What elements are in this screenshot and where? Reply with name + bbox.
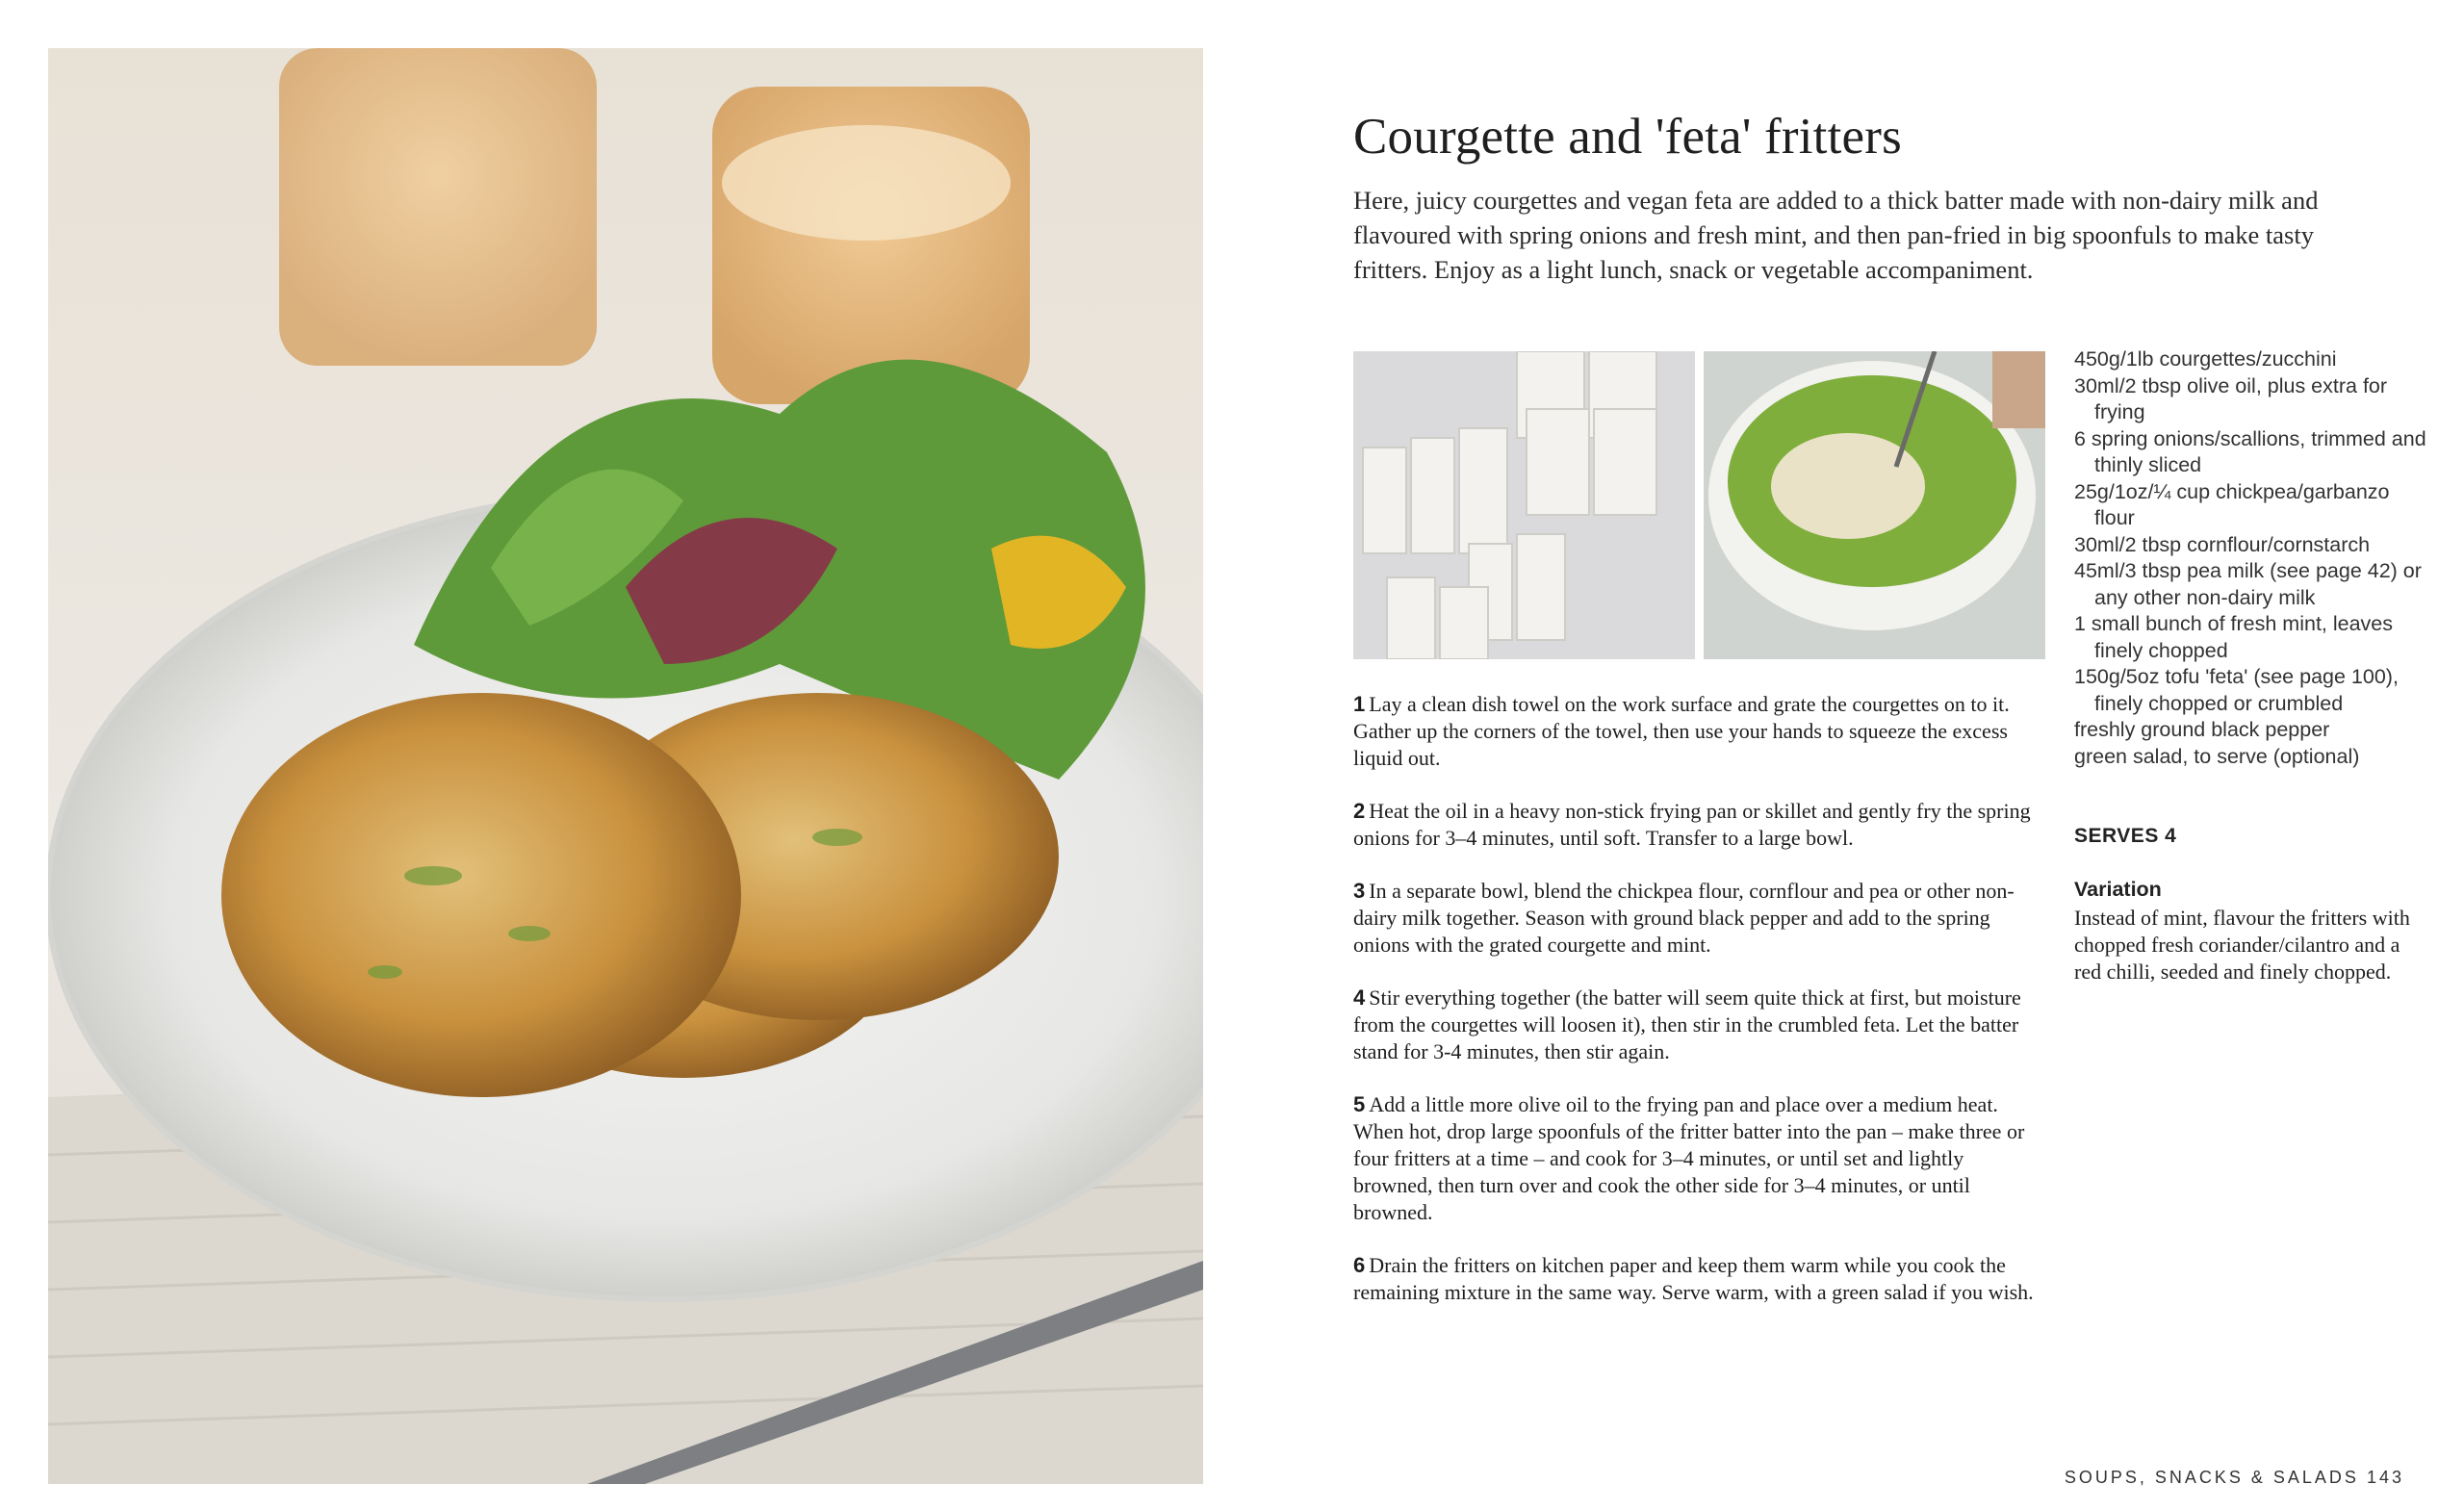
ingredient-item: 30ml/2 tbsp olive oil, plus extra for frying <box>2074 373 2388 423</box>
method-step <box>1353 691 2048 772</box>
step-number: 1 <box>1353 692 1366 716</box>
method-step <box>1353 985 2048 1065</box>
step-number: 2 <box>1353 799 1366 823</box>
page-number: 143 <box>2366 1468 2404 1487</box>
method-step <box>1353 878 2048 959</box>
mixing-bowl-photo <box>1704 351 2045 659</box>
step-number: 6 <box>1353 1253 1366 1277</box>
ingredient-item: 150g/5oz tofu 'feta' (see page 100), finely chopped or crumbled <box>2074 665 2399 715</box>
page-footer <box>2065 1468 2404 1488</box>
hero-photo <box>48 48 1203 1484</box>
step-number: 5 <box>1353 1092 1366 1116</box>
ingredient-item: 450g/1lb courgettes/zucchini <box>2074 347 2337 371</box>
ingredient-item: green salad, to serve (optional) <box>2074 744 2360 768</box>
method-step <box>1353 1252 2048 1306</box>
variation-heading: Variation <box>2074 878 2162 901</box>
step-number: 4 <box>1353 985 1366 1010</box>
step-text: Stir everything together (the batter will seem quite thick at first, but moisture from the courgettes will loosen it), then stir in the crumbled feta. Let the batter stand for 3-4 minutes, then stir again. <box>1353 985 2021 1063</box>
ingredients-list <box>2074 346 2430 770</box>
serves-label: SERVES 4 <box>2074 825 2177 847</box>
step-text: Heat the oil in a heavy non-stick frying pan or skillet and gently fry the spring onions for 3–4 minutes, until soft. Transfer to a large bowl. <box>1353 799 2031 850</box>
recipe-intro: Here, juicy courgettes and vegan feta are added to a thick batter made with non-dairy milk and flavoured with spring onions and fresh mint, and then pan-fried in big spoonfuls to make tasty fritters. Enjoy as a light lunch, snack or vegetable accompaniment. <box>1353 186 2319 284</box>
section-name: SOUPS, SNACKS & SALADS <box>2064 1468 2359 1487</box>
ingredient-item: 6 spring onions/scallions, trimmed and thinly sliced <box>2074 426 2426 476</box>
ingredient-item: 25g/1oz/¼ cup chickpea/garbanzo flour <box>2074 479 2390 529</box>
recipe-title: Courgette and 'feta' fritters <box>1353 109 1902 165</box>
step-text: In a separate bowl, blend the chickpea flour, cornflour and pea or other non-dairy milk together. Season with ground black pepper and add to the spring onions with the grated courgette and mint. <box>1353 879 2015 957</box>
method-step <box>1353 1091 2048 1226</box>
step-text: Drain the fritters on kitchen paper and keep them warm while you cook the remaining mixture in the same way. Serve warm, with a green salad if you wish. <box>1353 1253 2034 1304</box>
tofu-feta-photo <box>1353 351 1695 659</box>
ingredient-item: 45ml/3 tbsp pea milk (see page 42) or any other non-dairy milk <box>2074 559 2422 609</box>
step-text: Lay a clean dish towel on the work surface and grate the courgettes on to it. Gather up the corners of the towel, then use your hands to squeeze the excess liquid out. <box>1353 692 2010 770</box>
method-steps <box>1353 691 2048 1332</box>
step-number: 3 <box>1353 879 1366 903</box>
ingredient-item: 30ml/2 tbsp cornflour/cornstarch <box>2074 532 2371 556</box>
method-step <box>1353 798 2048 852</box>
ingredient-item: freshly ground black pepper <box>2074 718 2330 741</box>
step-text: Add a little more olive oil to the frying pan and place over a medium heat. When hot, drop large spoonfuls of the fritter batter into the pan – make three or four fritters at a time – and cook for 3–4 minutes, or until set and lightly browned, then turn over and cook the other side for 3–4 minutes, or until browned. <box>1353 1092 2025 1224</box>
variation-text: Instead of mint, flavour the fritters with chopped fresh coriander/cilantro and a red chilli, seeded and finely chopped. <box>2074 906 2410 984</box>
ingredient-item: 1 small bunch of fresh mint, leaves finely chopped <box>2074 612 2394 662</box>
